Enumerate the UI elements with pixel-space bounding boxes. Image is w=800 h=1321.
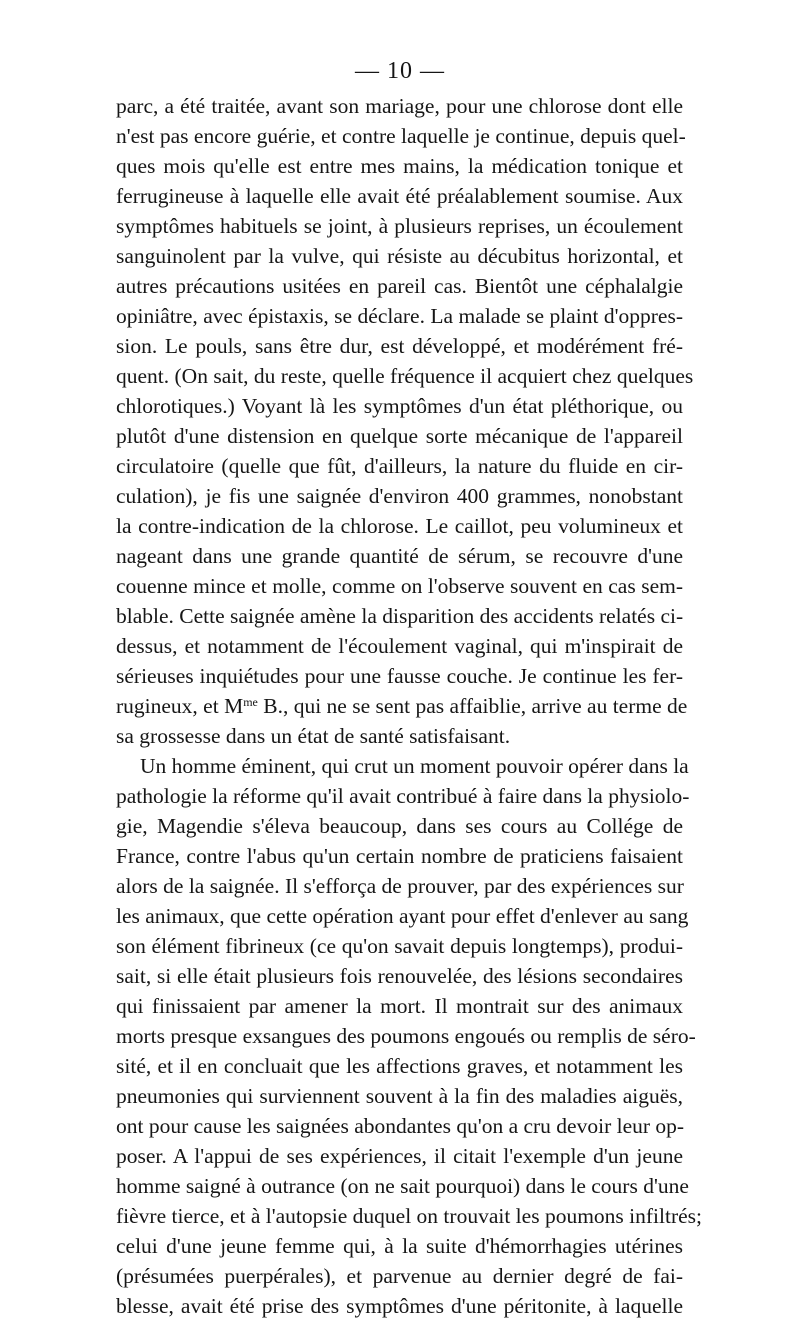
paragraph-1 bbox=[116, 91, 694, 751]
text-line: ont pour cause les saignées abondantes qu'on a cru devoir leur op- bbox=[116, 1114, 685, 1138]
text-line: symptômes habituels se joint, à plusieurs reprises, un écoulement bbox=[116, 214, 683, 238]
text-line: ferrugineuse à laquelle elle avait été préalablement soumise. Aux bbox=[116, 184, 683, 208]
text-line: dessus, et notamment de l'écoulement vaginal, qui m'inspirait de bbox=[116, 634, 683, 658]
text-line: culation), je fis une saignée d'environ 400 grammes, nonobstant bbox=[116, 484, 683, 508]
text-line: sion. Le pouls, sans être dur, est développé, et modérément fré- bbox=[116, 334, 683, 358]
text-line: quent. (On sait, du reste, quelle fréquence il acquiert chez quelques bbox=[116, 364, 694, 388]
text-line: n'est pas encore guérie, et contre laquelle je continue, depuis quel- bbox=[116, 124, 686, 148]
text-line: rugineux, et $M^{me}$ B., qui ne se sent pas affaiblie, arrive au terme de bbox=[116, 694, 688, 718]
text-line: parc, a été traitée, avant son mariage, pour une chlorose dont elle bbox=[116, 94, 683, 118]
text-line: sait, si elle était plusieurs fois renouvelée, des lésions secondaires bbox=[116, 964, 683, 988]
text-line: blesse, avait été prise des symptômes d'une péritonite, à laquelle bbox=[116, 1294, 683, 1318]
text-line: (présumées puerpérales), et parvenue au dernier degré de fai- bbox=[116, 1264, 683, 1288]
text-line: couenne mince et molle, comme on l'observe souvent en cas sem- bbox=[116, 574, 683, 598]
text-line: homme saigné à outrance (on ne sait pourquoi) dans le cours d'une bbox=[116, 1174, 689, 1198]
text-line: alors de la saignée. Il s'efforça de prouver, par des expériences sur bbox=[116, 874, 684, 898]
text-line: morts presque exsangues des poumons engoués ou remplis de séro- bbox=[116, 1024, 696, 1048]
text-line: sanguinolent par la vulve, qui résiste au décubitus horizontal, et bbox=[116, 244, 683, 268]
text-line: pneumonies qui surviennent souvent à la fin des maladies aiguës, bbox=[116, 1084, 683, 1108]
text-line: nageant dans une grande quantité de sérum, se recouvre d'une bbox=[116, 544, 683, 568]
text-line: circulatoire (quelle que fût, d'ailleurs, la nature du fluide en cir- bbox=[116, 454, 683, 478]
text-line: les animaux, que cette opération ayant pour effet d'enlever au sang bbox=[116, 904, 689, 928]
text-line: France, contre l'abus qu'un certain nombre de praticiens faisaient bbox=[116, 844, 683, 868]
text-line: plutôt d'une distension en quelque sorte mécanique de l'appareil bbox=[116, 424, 683, 448]
text-line: qui finissaient par amener la mort. Il montrait sur des animaux bbox=[116, 994, 683, 1018]
text-line: sité, et il en concluait que les affections graves, et notamment les bbox=[116, 1054, 683, 1078]
paragraph-2 bbox=[116, 751, 703, 1321]
page-number: — 10 — bbox=[355, 58, 445, 84]
body-text bbox=[116, 91, 703, 1321]
text-line: Un homme éminent, qui crut un moment pouvoir opérer dans la bbox=[140, 754, 689, 778]
text-line: la contre-indication de la chlorose. Le caillot, peu volumineux et bbox=[116, 514, 683, 538]
text-line: chlorotiques.) Voyant là les symptômes d'un état pléthorique, ou bbox=[116, 394, 683, 418]
text-line: fièvre tierce, et à l'autopsie duquel on trouvait les poumons infiltrés; bbox=[116, 1204, 703, 1228]
text-line: ques mois qu'elle est entre mes mains, la médication tonique et bbox=[116, 154, 683, 178]
text-line: sa grossesse dans un état de santé satisfaisant. bbox=[116, 724, 511, 748]
text-line: son élément fibrineux (ce qu'on savait depuis longtemps), produi- bbox=[116, 934, 683, 958]
text-line: opiniâtre, avec épistaxis, se déclare. La malade se plaint d'oppres- bbox=[116, 304, 683, 328]
text-line: gie, Magendie s'éleva beaucoup, dans ses cours au Collége de bbox=[116, 814, 683, 838]
text-line: autres précautions usitées en pareil cas. Bientôt une céphalalgie bbox=[116, 274, 683, 298]
text-line: blable. Cette saignée amène la disparition des accidents relatés ci- bbox=[116, 604, 684, 628]
text-line: poser. A l'appui de ses expériences, il citait l'exemple d'un jeune bbox=[116, 1144, 683, 1168]
text-line: celui d'une jeune femme qui, à la suite d'hémorrhagies utérines bbox=[116, 1234, 683, 1258]
text-line: sérieuses inquiétudes pour une fausse couche. Je continue les fer- bbox=[116, 664, 683, 688]
text-line: pathologie la réforme qu'il avait contribué à faire dans la physiolo- bbox=[116, 784, 690, 808]
